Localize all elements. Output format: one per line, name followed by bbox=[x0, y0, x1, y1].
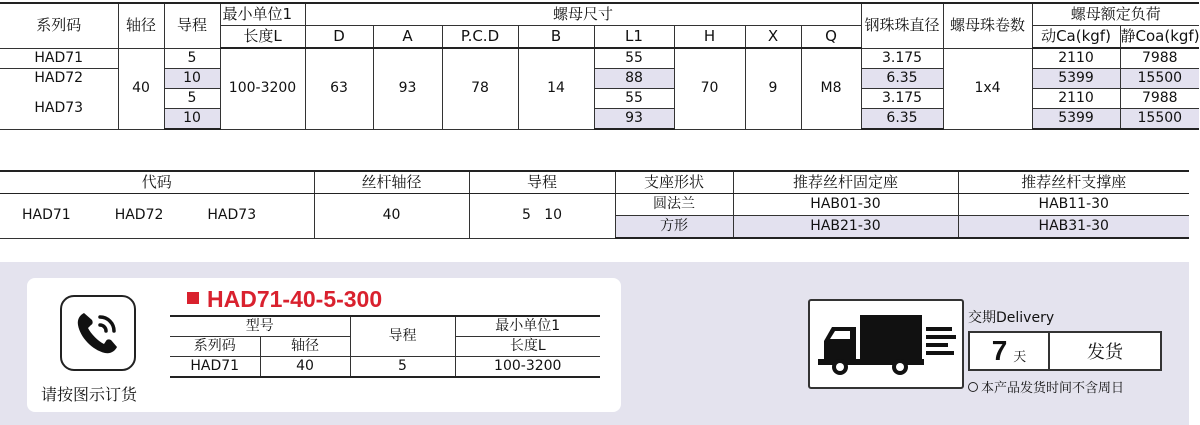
dynamic-load-cell: 2110 bbox=[1032, 89, 1120, 109]
Q-cell: M8 bbox=[801, 48, 861, 129]
header-X: X bbox=[745, 26, 801, 49]
header-support-mount: 推荐丝杆支撑座 bbox=[958, 171, 1189, 194]
truck-icon bbox=[808, 299, 964, 389]
L1-cell: 55 bbox=[594, 89, 674, 109]
mount-table bbox=[0, 170, 1189, 239]
ball-dia-cell: 3.175 bbox=[861, 89, 943, 109]
header-series: 系列码 bbox=[170, 337, 260, 357]
support-mount-cell: HAB31-30 bbox=[958, 216, 1189, 239]
lead-cell: 5 bbox=[164, 48, 220, 69]
code-item: HAD73 bbox=[207, 207, 257, 224]
ship-label: 发货 bbox=[1087, 342, 1123, 363]
header-shape: 支座形状 bbox=[615, 171, 733, 194]
support-mount-cell: HAB11-30 bbox=[958, 194, 1189, 216]
static-load-cell: 15500 bbox=[1120, 69, 1199, 89]
delivery-days bbox=[970, 333, 1050, 369]
header-min-unit: 最小单位1 bbox=[455, 316, 600, 337]
lead-cell: 10 bbox=[164, 109, 220, 130]
order-info-panel bbox=[0, 262, 1189, 425]
example-code bbox=[187, 286, 382, 313]
shape-cell: 圆法兰 bbox=[615, 194, 733, 216]
order-example-card bbox=[27, 278, 621, 412]
header-code: 代码 bbox=[0, 171, 314, 194]
table-row bbox=[0, 194, 1189, 216]
phone-icon bbox=[60, 295, 136, 371]
delivery-title: 交期Delivery bbox=[968, 310, 1055, 326]
length-value: 100-3200 bbox=[455, 357, 600, 378]
header-model: 型号 bbox=[170, 316, 350, 337]
header-dynamic: 动Ca(kgf) bbox=[1032, 26, 1120, 49]
ball-dia-cell: 3.175 bbox=[861, 48, 943, 69]
series-value: HAD71 bbox=[170, 357, 260, 378]
lead-cell: 5 bbox=[164, 89, 220, 109]
header-length: 长度L bbox=[220, 26, 305, 49]
ball-dia-cell: 6.35 bbox=[861, 109, 943, 130]
static-load-cell: 7988 bbox=[1120, 48, 1199, 69]
series-code-cell: HAD73 bbox=[0, 89, 118, 130]
header-L1: L1 bbox=[594, 26, 674, 49]
header-ball-dia: 钢珠珠直径 bbox=[861, 3, 943, 48]
length-cell: 100-3200 bbox=[220, 48, 305, 129]
table-row bbox=[170, 357, 600, 378]
H-cell: 70 bbox=[674, 48, 745, 129]
fixed-mount-cell: HAB01-30 bbox=[733, 194, 958, 216]
header-lead: 导程 bbox=[164, 3, 220, 48]
series-code-cell: HAD72 bbox=[0, 69, 118, 89]
L1-cell: 55 bbox=[594, 48, 674, 69]
header-shaft: 轴径 bbox=[260, 337, 350, 357]
D-cell: 63 bbox=[305, 48, 373, 129]
codes-cell bbox=[0, 194, 314, 239]
header-lead: 导程 bbox=[469, 171, 615, 194]
L1-cell: 88 bbox=[594, 69, 674, 89]
table-row bbox=[0, 48, 1199, 69]
dynamic-load-cell: 2110 bbox=[1032, 48, 1120, 69]
header-ball-turns: 螺母珠卷数 bbox=[943, 3, 1032, 48]
lead-cell: 10 bbox=[164, 69, 220, 89]
days-unit: 天 bbox=[1013, 349, 1027, 365]
delivery-note-text: 本产品发货时间不含周日 bbox=[981, 381, 1125, 396]
order-label: 请按图示订货 bbox=[41, 385, 138, 404]
code-item: HAD72 bbox=[114, 207, 164, 224]
header-A: A bbox=[373, 26, 442, 49]
shaft-value: 40 bbox=[260, 357, 350, 378]
shape-cell: 方形 bbox=[615, 216, 733, 239]
header-shaft: 丝杆轴径 bbox=[314, 171, 469, 194]
header-min-unit: 最小单位1 bbox=[220, 3, 305, 26]
B-cell: 14 bbox=[518, 48, 594, 129]
header-series-code: 系列码 bbox=[0, 3, 118, 48]
X-cell: 9 bbox=[745, 48, 801, 129]
delivery-box bbox=[968, 331, 1162, 371]
A-cell: 93 bbox=[373, 48, 442, 129]
circle-icon bbox=[968, 382, 978, 392]
ball-dia-cell: 6.35 bbox=[861, 69, 943, 89]
header-lead: 导程 bbox=[350, 316, 455, 357]
header-Q: Q bbox=[801, 26, 861, 49]
header-nut-size: 螺母尺寸 bbox=[305, 3, 861, 26]
delivery-note bbox=[968, 377, 1178, 396]
fixed-mount-cell: HAB21-30 bbox=[733, 216, 958, 239]
order-example-table bbox=[170, 315, 600, 378]
lead-cell: 5 10 bbox=[469, 194, 615, 239]
header-length: 长度L bbox=[455, 337, 600, 357]
header-pcd: P.C.D bbox=[442, 26, 518, 49]
header-D: D bbox=[305, 26, 373, 49]
days-number: 7 bbox=[991, 335, 1008, 366]
spec-table bbox=[0, 2, 1199, 130]
series-code-cell: HAD71 bbox=[0, 48, 118, 69]
ball-turns-cell: 1x4 bbox=[943, 48, 1032, 129]
shaft-cell: 40 bbox=[314, 194, 469, 239]
delivery-info bbox=[968, 307, 1178, 396]
static-load-cell: 15500 bbox=[1120, 109, 1199, 130]
L1-cell: 93 bbox=[594, 109, 674, 130]
header-static: 静Coa(kgf) bbox=[1120, 26, 1199, 49]
header-rated-load: 螺母额定负荷 bbox=[1032, 3, 1199, 26]
pcd-cell: 78 bbox=[442, 48, 518, 129]
dynamic-load-cell: 5399 bbox=[1032, 109, 1120, 130]
dynamic-load-cell: 5399 bbox=[1032, 69, 1120, 89]
example-code-text: HAD71-40-5-300 bbox=[207, 286, 383, 312]
bullet-icon bbox=[187, 292, 199, 304]
header-shaft-dia: 轴径 bbox=[118, 3, 164, 48]
header-B: B bbox=[518, 26, 594, 49]
code-item: HAD71 bbox=[22, 207, 71, 224]
header-H: H bbox=[674, 26, 745, 49]
lead-value: 5 bbox=[350, 357, 455, 378]
shaft-dia-cell: 40 bbox=[118, 48, 164, 129]
static-load-cell: 7988 bbox=[1120, 89, 1199, 109]
header-fixed-mount: 推荐丝杆固定座 bbox=[733, 171, 958, 194]
